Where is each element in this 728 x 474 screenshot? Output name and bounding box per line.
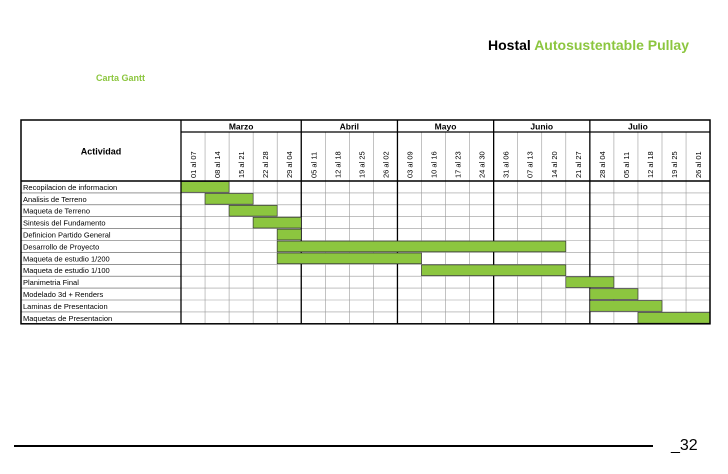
week-label: 10 al 16 [429,151,439,178]
task-name: Maquetas de Presentacion [23,313,113,323]
week-label: 07 al 13 [525,151,535,178]
month-label: Mayo [434,121,457,132]
month-label: Abril [339,121,360,132]
task-bar [277,241,566,252]
week-label: 24 al 30 [477,151,487,178]
task-name: Analisis de Terreno [23,194,87,204]
title-prefix: Hostal [488,37,531,53]
week-label: 19 al 25 [670,151,680,178]
section-label: Carta Gantt [96,73,146,83]
week-label: 19 al 25 [357,151,367,178]
title-accent: Autosustentable Pullay [534,37,689,53]
week-label: 26 al 02 [381,151,391,178]
task-bar [277,229,301,240]
task-bar [229,205,277,216]
week-label: 05 al 11 [309,151,319,178]
week-label: 22 al 28 [261,151,271,178]
page-number: _32 [671,437,698,454]
week-label: 08 al 14 [213,151,223,178]
task-bar [590,301,662,312]
week-label: 15 al 21 [237,151,247,178]
week-label: 17 al 23 [453,151,463,178]
week-label: 01 al 07 [189,151,199,178]
task-name: Laminas de Presentacion [23,301,108,311]
month-label: Marzo [228,121,254,132]
task-bar [422,265,566,276]
task-bar [253,217,301,228]
task-name: Planimetria Final [23,278,79,288]
week-label: 03 al 09 [405,151,415,178]
month-label: Julio [628,121,648,132]
task-name: Recopilacion de informacion [23,182,118,192]
task-name: Maqueta de estudio 1/100 [23,266,110,276]
task-bar [566,277,614,288]
week-label: 21 al 27 [573,151,583,178]
task-bar [181,182,229,193]
task-name: Desarrollo de Proyecto [23,242,100,252]
task-bar [638,313,710,324]
activity-header: Actividad [80,146,122,157]
task-bar [277,253,421,264]
task-bar [205,194,253,205]
task-name: Definicion Partido General [23,230,111,240]
footer-divider [14,445,653,447]
task-bar [590,289,638,300]
week-label: 28 al 04 [597,151,607,178]
week-label: 31 al 06 [501,151,511,178]
week-label: 12 al 18 [645,151,655,178]
week-label: 26 al 01 [694,151,704,178]
task-name: Modelado 3d + Renders [23,290,104,299]
week-label: 05 al 11 [621,151,631,178]
week-label: 12 al 18 [333,151,343,178]
task-name: Maqueta de Terreno [23,206,90,216]
task-name: Sintesis del Fundamento [23,218,106,228]
week-label: 29 al 04 [285,151,295,178]
task-name: Maqueta de estudio 1/200 [23,254,110,264]
week-label: 14 al 20 [549,151,559,178]
month-label: Junio [530,121,554,132]
